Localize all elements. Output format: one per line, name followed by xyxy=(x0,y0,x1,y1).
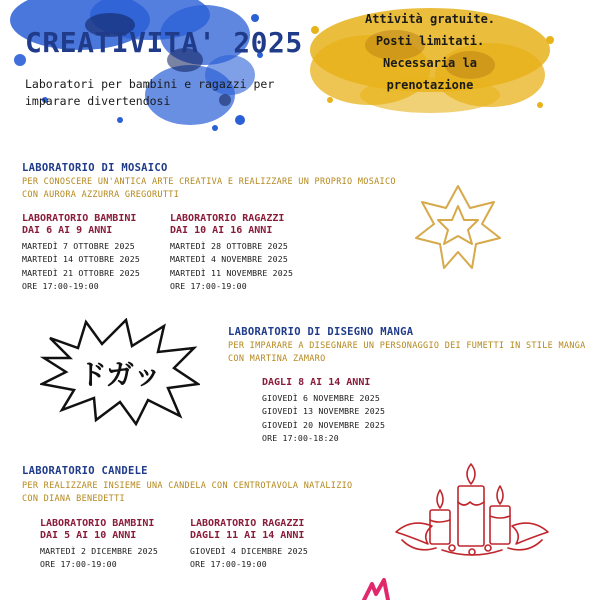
manga-title: LABORATORIO DI DISEGNO MANGA xyxy=(228,326,414,338)
free-activities-notice: Attività gratuite. Posti limitati. Necessaria la prenotazione xyxy=(364,12,496,92)
manga-speech-bubble-icon xyxy=(40,318,200,426)
manga-group xyxy=(262,377,385,445)
schedule-row: MARTEDÌ 2 DICEMBRE 2025 xyxy=(40,546,158,556)
manga-desc-line: PER IMPARARE A DISEGNARE UN PERSONAGGIO DEI FUMETTI IN STILE MANGA xyxy=(228,341,586,351)
schedule-row: MARTEDÌ 7 OTTOBRE 2025 xyxy=(22,241,135,251)
mosaico-description xyxy=(22,176,396,202)
mosaico-desc-line: CON AURORA AZZURRA GREGORUTTI xyxy=(22,190,180,200)
mosaico-desc-line: PER CONOSCERE UN'ANTICA ARTE CREATIVA E REALIZZARE UN PROPRIO MOSAICO xyxy=(22,177,396,187)
schedule-row: GIOVEDÌ 13 NOVEMBRE 2025 xyxy=(262,406,386,417)
group-age-range: DAI 6 AI 9 ANNI xyxy=(22,225,113,236)
christmas-candles-icon xyxy=(392,462,552,562)
schedule-row: MARTEDÌ 28 OTTOBRE 2025 xyxy=(170,241,288,251)
schedule-time: ORE 17:00-19:00 xyxy=(190,559,267,570)
schedule-time: ORE 17:00-18:20 xyxy=(262,432,339,443)
group-title: LABORATORIO RAGAZZI xyxy=(170,213,285,224)
schedule-time: ORE 17:00-19:00 xyxy=(40,559,117,570)
mosaic-ornament-icon xyxy=(412,182,504,274)
candele-title: LABORATORIO CANDELE xyxy=(22,465,148,477)
schedule-time: ORE 17:00-19:00 xyxy=(170,280,247,291)
candele-description xyxy=(22,480,352,506)
page-title: CREATIVITA' 2025 xyxy=(25,26,303,59)
manga-description xyxy=(228,340,586,366)
manga-desc-line: CON MARTINA ZAMARO xyxy=(228,354,326,364)
candele-desc-line: PER REALIZZARE INSIEME UNA CANDELA CON CENTROTAVOLA NATALIZIO xyxy=(22,481,353,491)
mosaico-bambini-group xyxy=(22,213,140,293)
group-age-range: DAGLI 8 AI 14 ANNI xyxy=(262,377,371,388)
schedule-row: GIOVEDÌ 6 NOVEMBRE 2025 xyxy=(262,393,380,403)
candele-bambini-group xyxy=(40,518,158,572)
page-subtitle: Laboratori per bambini e ragazzi per imparare divertendosi xyxy=(25,77,275,108)
schedule-row: GIOVEDÌ 4 DICEMBRE 2025 xyxy=(190,546,308,556)
candele-ragazzi-group xyxy=(190,518,308,572)
candele-desc-line: CON DIANA BENEDETTI xyxy=(22,494,125,504)
schedule-time: ORE 17:00-19:00 xyxy=(22,280,99,291)
mosaico-title: LABORATORIO DI MOSAICO xyxy=(22,162,168,174)
group-age-range: DAI 5 AI 10 ANNI xyxy=(40,530,137,541)
group-title: LABORATORIO RAGAZZI xyxy=(190,518,305,529)
group-title: LABORATORIO BAMBINI xyxy=(22,213,137,224)
schedule-row: MARTEDÌ 21 OTTOBRE 2025 xyxy=(22,267,140,278)
red-decoration-icon xyxy=(358,578,398,600)
group-title: LABORATORIO BAMBINI xyxy=(40,518,155,529)
schedule-row: MARTEDÌ 11 NOVEMBRE 2025 xyxy=(170,267,294,278)
schedule-row: MARTEDÌ 14 OTTOBRE 2025 xyxy=(22,254,140,265)
schedule-row: GIOVEDÌ 20 NOVEMBRE 2025 xyxy=(262,419,386,430)
schedule-row: MARTEDÌ 4 NOVEMBRE 2025 xyxy=(170,254,288,265)
mosaico-ragazzi-group xyxy=(170,213,293,293)
group-age-range: DAI 10 AI 16 ANNI xyxy=(170,225,273,236)
group-age-range: DAGLI 11 AI 14 ANNI xyxy=(190,530,305,541)
blue-paint-splash xyxy=(0,0,270,135)
manga-bubble-text: ドガッ xyxy=(78,358,162,391)
